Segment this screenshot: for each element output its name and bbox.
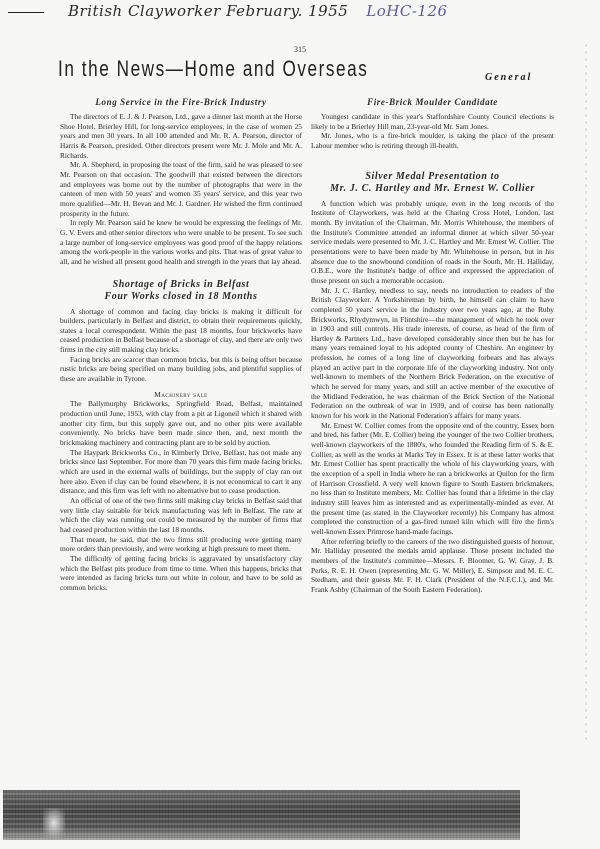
article-paragraph: In reply Mr. Pearson said he knew he would be expressing the feelings of Mr. G. V. Evers and other senior directors who were unable to be present. To see such a large number of long-service employees was good proof of the happy relations among the work-people in the various works and pits. That was of great value to all, and he wished all present good health and strength in the years that lay ahead. <box>60 218 302 266</box>
article-paragraph: Facing bricks are scarcer than common bricks, but this is being offset because rustic bricks are being specified on many building jobs, and plentiful supplies of these are available in Tyrone. <box>60 354 302 384</box>
page-title: In the News—Home and Overseas <box>58 56 369 81</box>
article-paragraph: A shortage of common and facing clay bricks is making it difficult for builders, particularly in Belfast and district, to obtain their requirements quickly, states a local correspondent. Within the past 18 months, four brickworks have ceased production in Belfast because of a shortage of clay, and there are only two firms in the city still making clay bricks. <box>60 306 302 355</box>
article-paragraph: The difficulty of getting facing bricks is aggravated by unsatisfactory clay which the Belfast pits produce from time to time. When this happens, bricks that were intended as facing bricks turn out white in colour, and have to be sold as common bricks. <box>60 553 302 592</box>
handwritten-ref: LoHC-126 <box>366 2 448 20</box>
section-label: General <box>485 72 533 83</box>
headline-line: Shortage of Bricks in Belfast <box>112 278 250 290</box>
article-headline: Fire-Brick Moulder Candidate <box>367 97 498 107</box>
article-moulder-candidate <box>311 97 554 151</box>
article-paragraph: After referring briefly to the careers of the two distinguished guests of honour, Mr. Halliday presented the medals amid applause. Those present included the members of the Institute's committee—Messrs. F. Bloomer, G. W. Gray, J. B. Perks, R. E. H. Owen (representing Mr. G. W. Miller), E. Simpson and M. E. C. Stedham, and their guests Mr. F. H. Clark (President of the N.F.C.I.), and Mr. Frank Ashby (Chairman of the South Eastern Federation). <box>311 536 554 594</box>
article-paragraph: A function which was probably unique, even in the long records of the Institute of Clayworkers, was held at the Charing Cross Hotel, London, last month. By invitation of the Chairman, Mr. Morris Whitehouse, the members of the Institute's Committee attended an informal dinner at which silver 50-year service medals were presented to Mr. J. C. Hartley and Mr. Ernest W. Collier. The presentations were to have been made by Mr. Whitehouse in person, but in his absence due to the snowbound condition of roads in the South, Mr. H. Halliday, O.B.E., wore the Institute's badge of office and expressed the appreciation of those present on such a memorable occasion. <box>311 198 554 285</box>
article-paragraph: Mr. Ernest W. Collier comes from the opposite end of the country, Essex born and bred, his father (Mr. E. Collier) being the younger of the two Collier brothers, well-known clayworkers of the 1880's, who founded the Reading firm of S. & E. Collier, as well as the works at Marks Tey in Essex. It is at these latter works that Mr. Ernest Collier has spent practically the whole of his clayworking years, with the exception of a spell in India where he ran a brickworks at Quilon for the firm of Harrison Crossfield. A very well known figure to South Eastern brickmakers, no less than to Institute members, Mr. Collier has found that a lifetime in the clay industry still leaves him as interested and as experimentally-minded as ever. At the present time (as stated in the Clayworker recently) his Company has almost completed the construction of a gas-fired tunnel kiln which will fire the firm's well-known Essex Primrose hand-made facings. <box>311 420 554 536</box>
article-paragraph: Youngest candidate in this year's Staffordshire County Council elections is likely to be a Brierley Hill man, 23-year-old Mr. Sam Jones. <box>311 112 554 131</box>
article-headline: Long Service in the Fire-Brick Industry <box>95 97 267 107</box>
article-paragraph: Mr. J. C. Hartley, needless to say, needs no introduction to readers of the British Clayworker. A Yorkshireman by birth, he himself can claim to have completed 50 years' service in the industry over two years ago, at the Ruby Brickworks, Rhydymwyn, in Flintshire—the management of which he took over in 1903 and still controls. His trade interests, of course, as head of the firm of Hartley & Partners Ltd., have developed considerably since then but he has for many years remained loyal to his adopted county of Cheshire. An engineer by profession, he comes of a long line of clayworking forbears and has always played an active part in the corporate life of the clayworking industry. Not only well-known to members of the Northern Brick Federation, on the executive of which he served for many years, and still an active member of the executive of the Midland Federation, he was chairman of the Brick Section of the National Federation on the outbreak of war in 1939, and of course has been nationally known for his work in the National Federation's affairs for many years. <box>311 285 554 421</box>
scan-edge-artifact <box>585 40 587 740</box>
headline-line: Four Works closed in 18 Months <box>104 290 258 302</box>
right-column <box>311 97 554 595</box>
article-paragraph: The Ballymurphy Brickworks, Springfield Road, Belfast, maintained production until June, 1953, with clay from a pit at Ligoneil which it shared with another city firm, but this supply gave out, and no other pits were available conveniently. No bricks have been made since then, and, next month the brickmaking machinery and contracting plant are to be sold by auction. <box>60 399 302 448</box>
article-paragraph: An official of one of the two firms still making clay bricks in Belfast said that very little clay suitable for brick manufacturing was left in Belfast. The rate at which the clay was running out could be measured by the number of firms that had ceased production within the last 18 months. <box>60 495 302 534</box>
article-headline <box>311 171 554 195</box>
article-paragraph: The directors of E. J. & J. Pearson, Ltd., gave a dinner last month at the Horse Shoe Hotel, Brierley Hill, for long-service employees, in the case of women 25 years and men 30 years. In all 100 attended and Mr. R. A. Pearson, director of Harris & Pearson, presided. Other directors present were Mr. J. Mole and Mr. A. Richards. <box>60 112 302 160</box>
article-paragraph: That meant, he said, that the two firms still producing were getting many more orders than previously, and were working at high pressure to meet them. <box>60 534 302 554</box>
article-belfast-shortage <box>60 279 302 593</box>
left-column <box>60 97 302 593</box>
article-subheading: Machinery sale <box>154 389 208 399</box>
article-paragraph: Mr. A. Shepherd, in proposing the toast of the firm, said he was pleased to see Mr. Pearson on that occasion. The goodwill that existed between the directors and employees was borne out by the number of photographs that were in the canteen of men with 50 years' and women 35 years' service, and this year two more qualified—Mr. H. Bevan and Mr. J. Gardner. He wished the firm continued prosperity in the future. <box>60 160 302 218</box>
headline-line: Silver Medal Presentation to <box>365 170 500 182</box>
article-long-service <box>60 97 302 267</box>
article-headline <box>60 279 302 303</box>
article-silver-medal <box>311 171 554 595</box>
article-paragraph: Mr. Jones, who is a fire-brick moulder, is taking the place of the present Labour member who is retiring through ill-health. <box>311 131 554 150</box>
handwritten-source: British Clayworker February. 1955 <box>68 2 349 20</box>
article-paragraph: The Haypark Brickworks Co., in Kimberly Drive, Belfast, has not made any bricks since last September. For more than 70 years this firm made facing bricks, which are used in the external walls of buildings, but the supply of clay ran out here also. Even if clay can be found elsewhere, it is not economical to cart it any distance, and this firm was left with no alternative but to cease production. <box>60 447 302 496</box>
page-number: 315 <box>294 45 306 54</box>
pen-stroke <box>8 12 44 13</box>
headline-line: Mr. J. C. Hartley and Mr. Ernest W. Collier <box>330 182 535 194</box>
handwritten-annotation <box>8 2 448 20</box>
scan-bottom-artifact <box>3 790 520 840</box>
